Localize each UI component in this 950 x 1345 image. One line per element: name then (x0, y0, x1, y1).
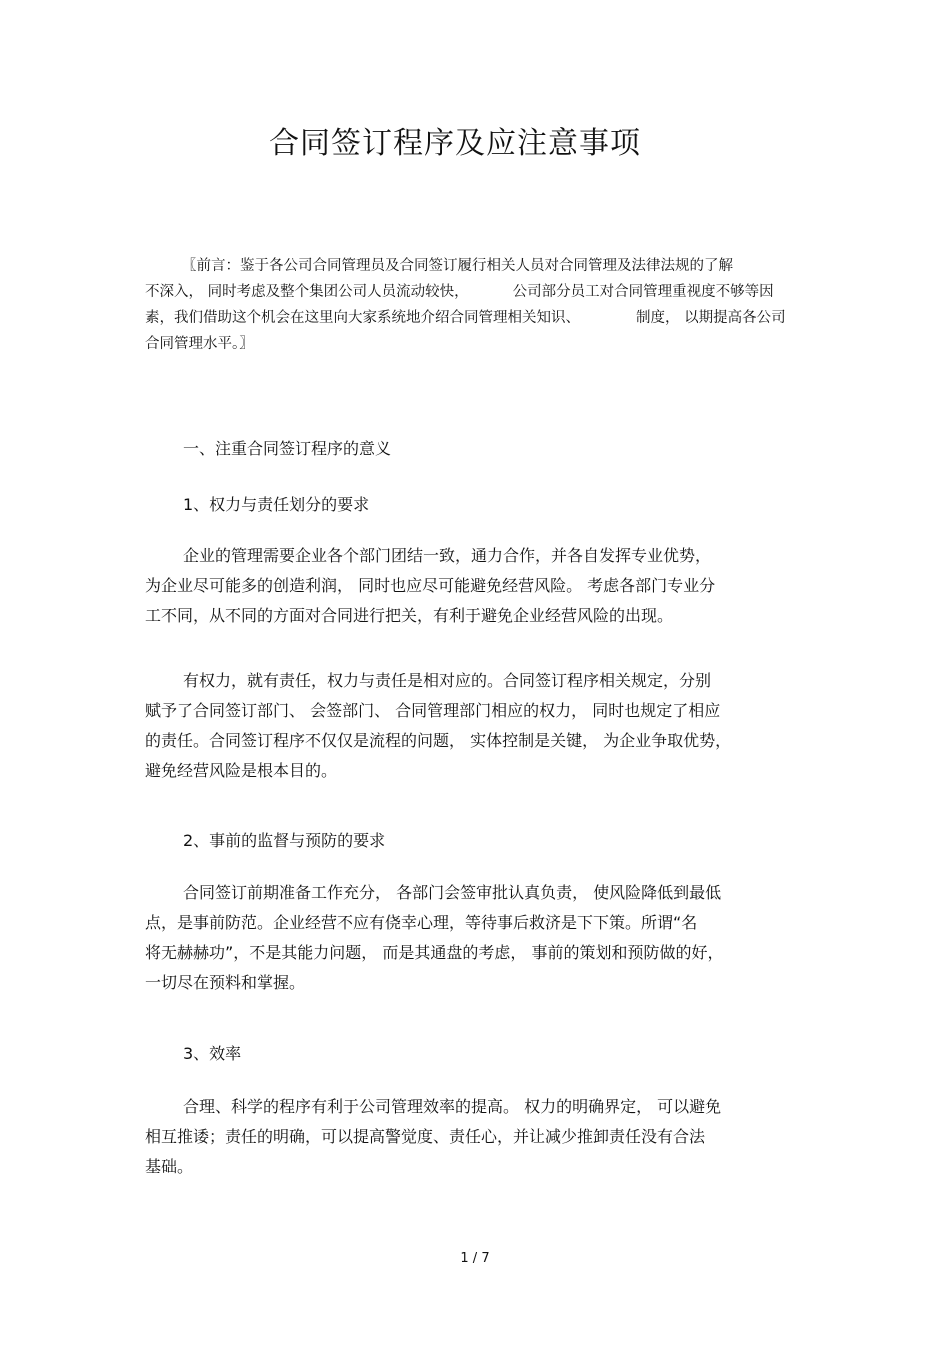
paragraph (145, 541, 810, 631)
preface-line: 〖前言：鉴于各公司合同管理员及合同签订履行相关人员对合同管理及法律法规的了解 (182, 258, 733, 274)
paragraph-line: 企业的管理需要企业各个部门团结一致，通力合作，并各自发挥专业优势， (183, 546, 712, 565)
paragraph-line: 赋予了合同签订部门、 会签部门、 合同管理部门相应的权力， 同时也规定了相应 (145, 701, 721, 720)
subsection-heading: 1、权力与责任划分的要求 (183, 495, 370, 514)
preface-segment: 素，我们借助这个机会在这里向大家系统地介绍合同管理相关知识、 (145, 310, 580, 326)
paragraph-line: 工不同，从不同的方面对合同进行把关，有利于避免企业经营风险的出现。 (145, 606, 674, 625)
paragraph-line: 有权力，就有责任，权力与责任是相对应的。合同签订程序相关规定，分别 (183, 671, 712, 690)
paragraph-line: 避免经营风险是根本目的。 (145, 761, 338, 780)
paragraph-line: 相互推诿；责任的明确，可以提高警觉度、责任心，并让减少推卸责任没有合法 (145, 1127, 706, 1146)
paragraph-line: 合理、科学的程序有利于公司管理效率的提高。 权力的明确界定， 可以避免 (183, 1097, 722, 1116)
subsection-heading: 3、效率 (183, 1044, 242, 1063)
paragraph-line: 合同签订前期准备工作充分， 各部门会签审批认真负责， 使风险降低到最低 (183, 883, 722, 902)
paragraph-line: 一切尽在预料和掌握。 (145, 973, 306, 992)
paragraph-line: 点，是事前防范。企业经营不应有侥幸心理，等待事后救济是下下策。所谓“名 (145, 913, 698, 932)
paragraph (145, 1092, 810, 1182)
paragraph-line: 基础。 (145, 1157, 194, 1176)
paragraph (145, 878, 810, 998)
document-title: 合同签订程序及应注意事项 (269, 126, 641, 161)
preface-line (145, 305, 805, 331)
preface-segment: 不深入， 同时考虑及整个集团公司人员流动较快， (145, 284, 469, 300)
preface-line: 合同管理水平。〗 (145, 336, 254, 352)
paragraph-line: 将无赫赫功”，不是其能力问题， 而是其通盘的考虑， 事前的策划和预防做的好， (145, 943, 724, 962)
subsection-heading: 2、事前的监督与预防的要求 (183, 831, 386, 850)
preface-segment: 制度， 以期提高各公司 (636, 310, 786, 326)
paragraph (145, 666, 810, 786)
preface-block (145, 253, 805, 357)
preface-line (145, 279, 805, 305)
page-number: 1 / 7 (460, 1251, 490, 1266)
paragraph-line: 的责任。合同签订程序不仅仅是流程的问题， 实体控制是关键， 为企业争取优势， (145, 731, 732, 750)
section-heading: 一、注重合同签订程序的意义 (183, 439, 392, 458)
paragraph-line: 为企业尽可能多的创造利润， 同时也应尽可能避免经营风险。 考虑各部门专业分 (145, 576, 716, 595)
preface-segment: 公司部分员工对合同管理重视度不够等因 (512, 284, 774, 300)
